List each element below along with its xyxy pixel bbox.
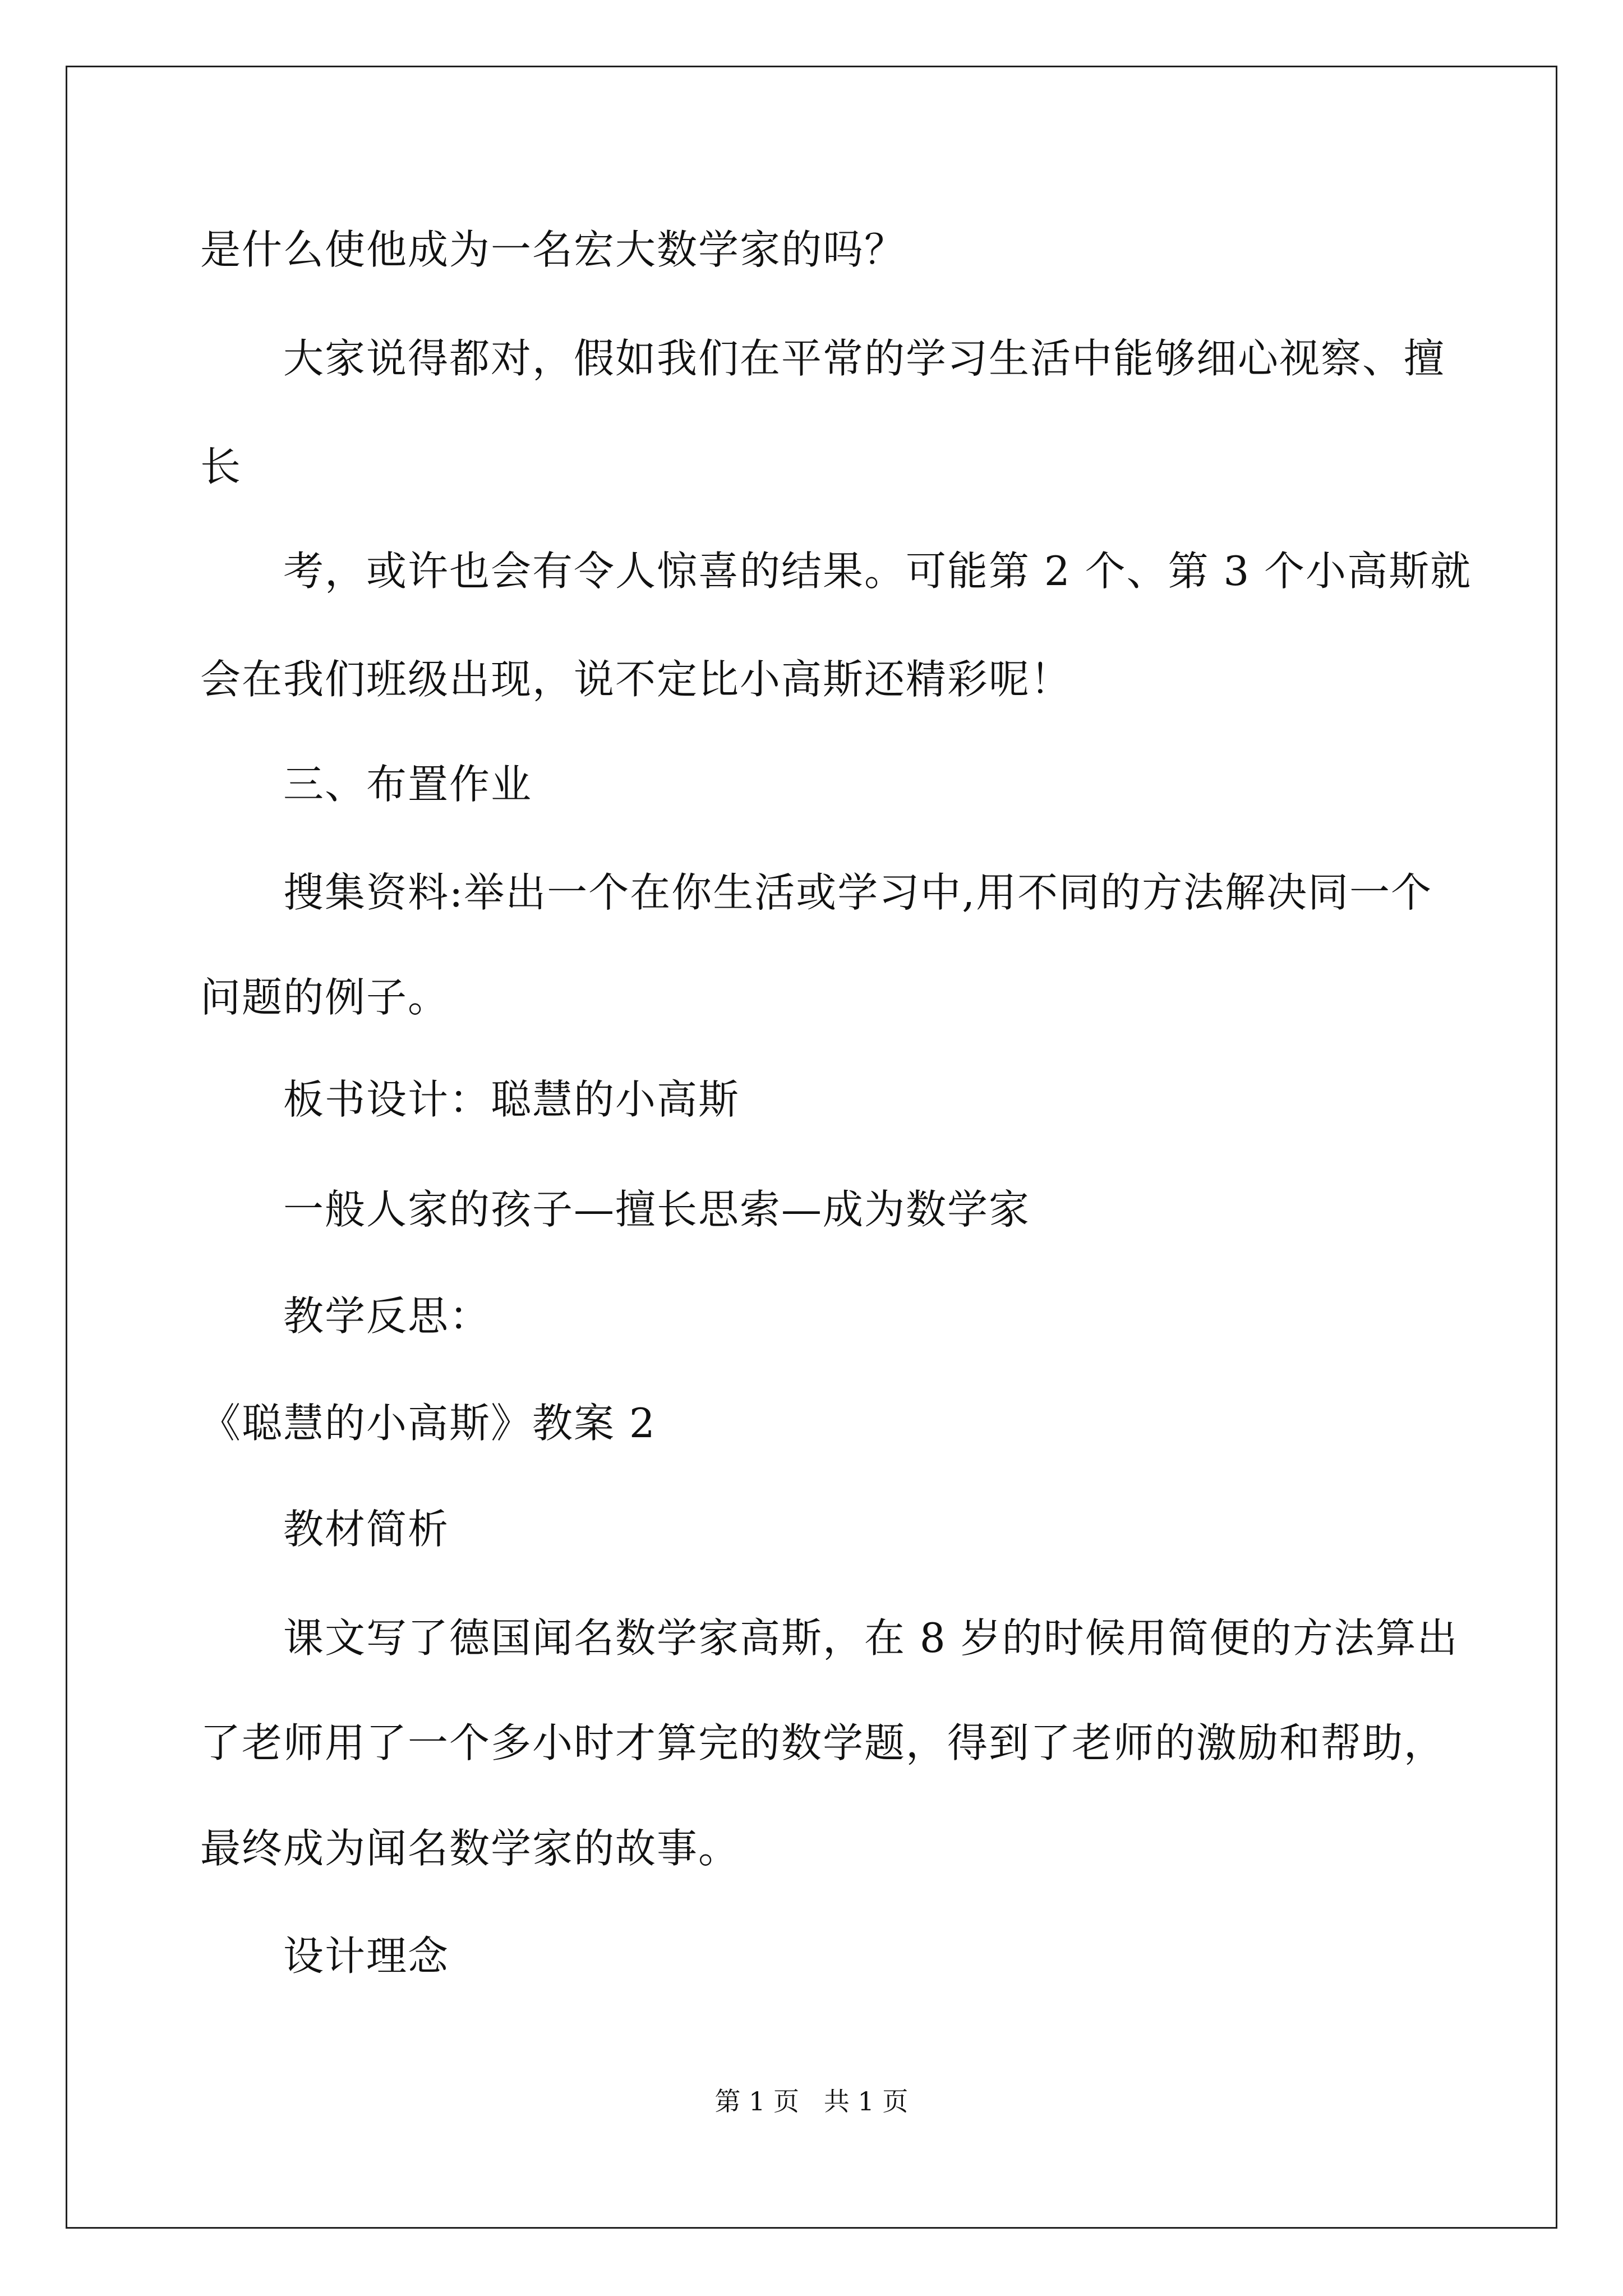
body-line-14: 课文写了德国闻名数学家高斯，在 8 岁的时候用简便的方法算出 <box>283 1614 1459 1662</box>
body-line-10: 一般人家的孩子—擅长思索—成为数学家 <box>283 1186 1031 1233</box>
section-heading-design: 设计理念 <box>283 1932 450 1980</box>
page-frame <box>66 66 1557 2229</box>
page-footer: 第 1 页 共 1 页 <box>714 2086 909 2116</box>
body-line-4: 考，或许也会有令人惊喜的结果。可能第 2 个、第 3 个小高斯就 <box>283 547 1472 595</box>
body-line-1: 是什么使他成为一名宏大数学家的吗？ <box>200 226 906 273</box>
body-line-9: 板书设计：聪慧的小高斯 <box>283 1076 740 1123</box>
body-line-5: 会在我们班级出现，说不定比小高斯还精彩呢！ <box>200 656 1072 703</box>
body-line-3: 长 <box>200 443 242 490</box>
body-line-2: 大家说得都对，假如我们在平常的学习生活中能够细心视察、擅 <box>283 335 1446 382</box>
body-line-8: 问题的例子。 <box>200 974 450 1021</box>
body-line-15: 了老师用了一个多小时才算完的数学题，得到了老师的激励和帮助， <box>200 1719 1446 1766</box>
body-line-16: 最终成为闻名数学家的故事。 <box>200 1825 740 1872</box>
section-title-lesson-2: 《聪慧的小高斯》教案 2 <box>200 1400 656 1447</box>
section-heading-homework: 三、布置作业 <box>283 761 533 808</box>
section-heading-material: 教材简析 <box>283 1506 450 1553</box>
body-line-7: 搜集资料:举出一个在你生活或学习中,用不同的方法解决同一个 <box>283 869 1433 916</box>
body-line-11: 教学反思： <box>283 1292 491 1340</box>
